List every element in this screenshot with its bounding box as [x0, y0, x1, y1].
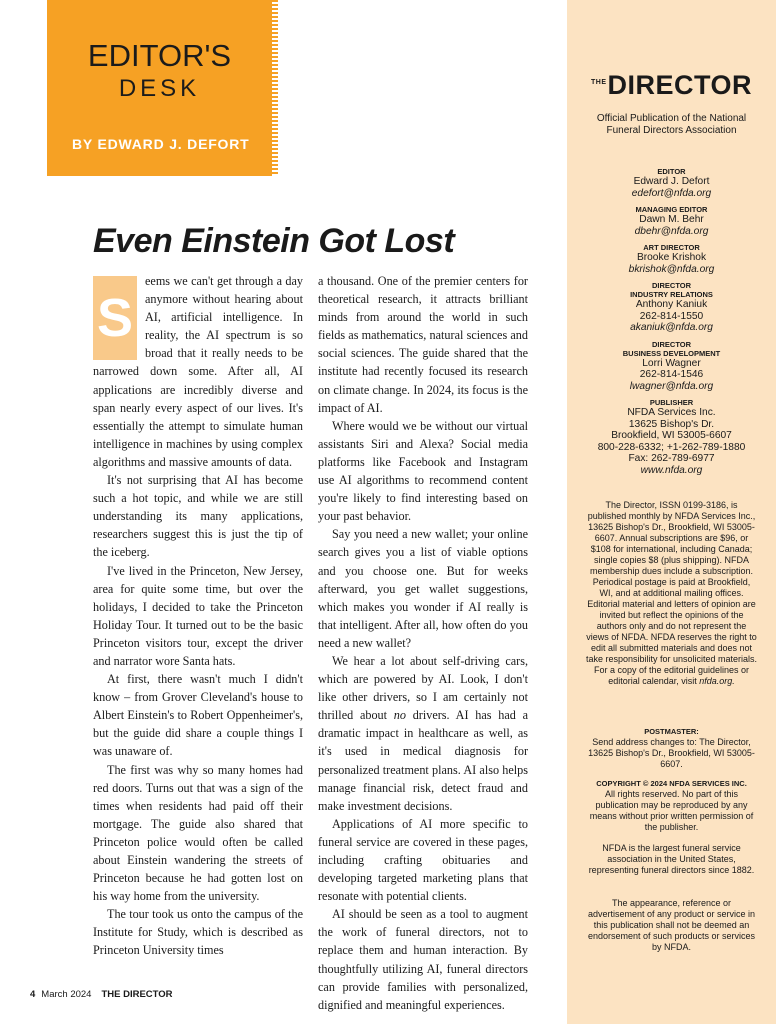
header-title-line2: DESK: [118, 75, 201, 102]
staff-entry: EDITOR Edward J. Defort edefort@nfda.org: [567, 167, 776, 199]
director-logo: $^{THE}$DIRECTOR: [590, 70, 752, 100]
byline: BY EDWARD J. DEFORT: [72, 136, 250, 152]
issue-date: March 2024: [41, 989, 92, 1000]
article-paragraph: The first was why so many homes had red doors. Turns out that was a sign of the times when residents had paid off their mortgage. The guide also shared that Princeton police would often be called about Einstein wandering the streets of Princeton because he had gotten lost on his way home from the university.: [93, 762, 303, 904]
magazine-name: THE DIRECTOR: [101, 989, 173, 1000]
email-link[interactable]: bkrishok@nfda.org: [628, 263, 715, 275]
email-link[interactable]: dbehr@nfda.org: [634, 225, 709, 237]
publisher-entry: PUBLISHER NFDA Services Inc. 13625 Bishop's Dr. Brookfield, WI 53005-6607 800-228-6332; +1-262-789-1880 Fax: 262-789-6977 www.nfda.org: [567, 398, 776, 476]
staff-entry: ART DIRECTOR Brooke Krishok bkrishok@nfda.org: [567, 243, 776, 275]
staff-entry: DIRECTOR INDUSTRY RELATIONS Anthony Kaniuk 262-814-1550 akaniuk@nfda.org: [567, 281, 776, 334]
email-link[interactable]: edefort@nfda.org: [631, 187, 712, 199]
staff-entry: DIRECTOR BUSINESS DEVELOPMENT Lorri Wagner 262-814-1546 lwagner@nfda.org: [567, 340, 776, 393]
article-paragraph: We hear a lot about self-driving cars, which are powered by AI. Look, I don't like other drivers, so I am certainly not thrilled about no drivers. AI has had a dramatic impact in healthcare as well, as it's used in medical diagnosis for personalized treatment plans. AI also helps manage financial risk, detect fraud and make investment decisions.: [318, 653, 528, 813]
article-paragraph: AI should be seen as a tool to augment the work of funeral directors, not to replace them and human interaction. By thoughtfully utilizing AI, funeral directors can provide families with personalized, dignified and meaningful experiences.: [318, 907, 528, 1012]
article-paragraph: I've lived in the Princeton, New Jersey, area for quite some time, but over the holidays, I decided to take the Princeton Holiday Tour. It turned out to be the basic Princeton visitors tour, except the driver and narrator wore Santa hats.: [93, 563, 303, 668]
website-link[interactable]: nfda.org.: [699, 676, 735, 686]
article-column-left: [93, 272, 303, 960]
email-link[interactable]: akaniuk@nfda.org: [630, 322, 713, 333]
page-number: 4: [30, 989, 36, 1000]
nfda-history: NFDA is the largest funeral service association in the United States, representing funeral directors since 1882.: [588, 843, 755, 875]
website-link[interactable]: www.nfda.org: [640, 464, 703, 476]
page-footer: [30, 989, 173, 1000]
staff-entry: MANAGING EDITOR Dawn M. Behr dbehr@nfda.org: [567, 205, 776, 237]
publication-line: Official Publication of the National Funeral Directors Association: [596, 113, 747, 136]
article-paragraph: a thousand. One of the premier centers for theoretical research, it attracts brilliant minds from around the world in such fields as mathematics, natural sciences and social sciences. The guide shared that the institute had recently focused its research on climate change. In 2024, its focus is the impact of AI.: [318, 274, 528, 415]
article-headline: Even Einstein Got Lost: [93, 222, 455, 260]
publication-statement: The Director, ISSN 0199-3186, is published monthly by NFDA Services Inc., 13625 Bishop's Dr., Brookfield, WI 53005-6607. Annual subscriptions are $96, or $108 for international, including Canada; single copies $8 (plus shipping). NFDA membership dues include a subscription. Periodical postage is paid at Brookfield, WI, and at additional mailing offices. Editorial material and letters of opinion are invited but reflect the opinions of the authors only and do not represent the views of NFDA. NFDA reserves the right to edit all submitted materials and does not take responsibility for unsolicited materials. For a copy of the editorial guidelines or editorial calendar, visit nfda.org.: [585, 500, 758, 686]
article-column-right: [318, 272, 528, 1014]
emphasis: no: [393, 708, 406, 723]
article-paragraph: Applications of AI more specific to funeral service are covered in these pages, including crafting obituaries and developing targeted marketing plans that resonate with potential clients.: [318, 816, 528, 904]
article-paragraph: It's not surprising that AI has become such a hot topic, and while we are still understanding its many applications, researchers suggest this is just the tip of the iceberg.: [93, 473, 303, 560]
staff-list: [567, 167, 776, 482]
article-paragraph: Where would we be without our virtual assistants Siri and Alexa? Social media platforms like Facebook and Instagram use AI algorithms to recommend content you're likely to find interesting based on your past behavior.: [318, 418, 528, 524]
email-link[interactable]: lwagner@nfda.org: [629, 380, 714, 392]
decorative-stripes: [272, 0, 278, 176]
article-paragraph: At first, there wasn't much I didn't know – from Grover Cleveland's house to Albert Einstein's to Robert Oppenheimer's, but the guide did share a couple things I was unaware of.: [93, 672, 303, 759]
postmaster-block: POSTMASTER: Send address changes to: The Director, 13625 Bishop's Dr., Brookfield, WI 53005-6607.: [588, 727, 755, 769]
masthead-sidebar: [567, 0, 776, 1024]
article-paragraph: S eems we can't get through a day anymore without hearing about AI, artificial intelligence. In reality, the AI spectrum is so broad that it really needs to be narrowed down some. After all, AI applications are incredibly diverse and span nearly every aspect of our lives. It's essentially the attempt to simulate human intelligence in machines by using complex algorithms and massive amounts of data.: [93, 274, 303, 469]
drop-cap: S: [93, 276, 137, 360]
editors-desk-header: [47, 0, 272, 176]
header-title-line1: EDITOR'S: [87, 38, 232, 73]
article-paragraph: Say you need a new wallet; your online search gives you a list of viable options and you choose one. But for weeks afterward, you get wallet suggestions, which makes you wonder if AI really is that intelligent. After all, how often do you need a new wallet?: [318, 527, 528, 650]
disclaimer: The appearance, reference or advertisement of any product or service in this publication shall not be deemed an endorsement of such products or services by NFDA.: [587, 898, 756, 952]
article-paragraph: The tour took us onto the campus of the Institute for Study, which is described as Princeton University times: [93, 907, 303, 958]
copyright-block: COPYRIGHT © 2024 NFDA SERVICES INC. All rights reserved. No part of this publication may be reproduced by any means without prior written permission of the publisher.: [589, 779, 754, 832]
